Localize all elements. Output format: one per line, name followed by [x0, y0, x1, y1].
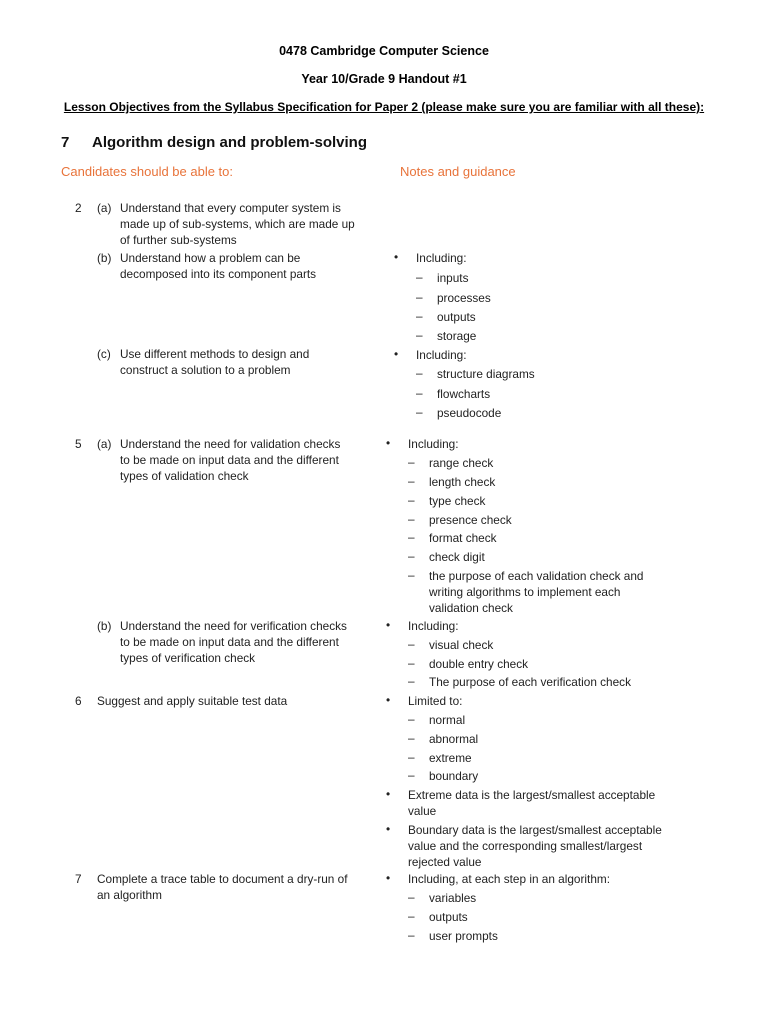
bullet: • — [386, 787, 391, 801]
note-item: abnormal — [429, 732, 479, 746]
note-item: processes — [437, 291, 491, 305]
note-item: storage — [437, 329, 477, 343]
item-number-7: 7 — [75, 872, 82, 886]
dash: – — [408, 656, 415, 670]
extreme-data-note: Extreme data is the largest/smallest acceptable value — [408, 788, 656, 818]
dash: – — [416, 405, 423, 419]
dash: – — [416, 366, 423, 380]
note-item: range check — [429, 456, 494, 470]
note-item: variables — [429, 891, 477, 905]
note-item: extreme — [429, 751, 472, 765]
item-6-notes-lead: Limited to: — [408, 694, 463, 708]
item-7-text: Complete a trace table to document a dry-run of an algorithm — [97, 872, 348, 902]
dash: – — [416, 386, 423, 400]
dash: – — [408, 674, 415, 688]
dash: – — [416, 290, 423, 304]
note-item: length check — [429, 475, 496, 489]
note-item: inputs — [437, 271, 469, 285]
dash: – — [408, 549, 415, 563]
lesson-objectives-heading: Lesson Objectives from the Syllabus Specification for Paper 2 (please make sure you are familiar with all these): — [63, 100, 705, 114]
left-column-heading: Candidates should be able to: — [61, 164, 234, 179]
item-2a-label: (a) — [97, 201, 112, 215]
dash: – — [408, 568, 415, 582]
item-2a-text: Understand that every computer system is made up of sub-systems, which are made up of further sub-systems — [120, 201, 355, 247]
item-2c-text: Use different methods to design and construct a solution to a problem — [120, 347, 310, 377]
item-5a-notes-lead: Including: — [408, 437, 459, 451]
note-item: double entry check — [429, 657, 529, 671]
note-item: format check — [429, 531, 497, 545]
handout-subtitle: Year 10/Grade 9 Handout #1 — [301, 72, 467, 86]
dash: – — [408, 750, 415, 764]
note-item: check digit — [429, 550, 485, 564]
section-number: 7 — [61, 134, 70, 151]
note-item: boundary — [429, 769, 479, 783]
item-2b-notes-lead: Including: — [416, 251, 467, 265]
item-7-notes-lead: Including, at each step in an algorithm: — [408, 872, 610, 886]
dash: – — [408, 768, 415, 782]
dash: – — [408, 712, 415, 726]
dash: – — [408, 512, 415, 526]
note-item: user prompts — [429, 929, 498, 943]
boundary-data-note: Boundary data is the largest/smallest acceptable value and the corresponding smallest/largest rejected value — [408, 823, 662, 869]
item-6-text: Suggest and apply suitable test data — [97, 694, 288, 708]
note-item: the purpose of each validation check and writing algorithms to implement each validation check — [429, 569, 644, 615]
dash: – — [408, 731, 415, 745]
bullet: • — [386, 693, 391, 707]
dash: – — [408, 455, 415, 469]
item-2c-label: (c) — [97, 347, 111, 361]
item-5a-label: (a) — [97, 437, 112, 451]
dash: – — [408, 928, 415, 942]
note-item: The purpose of each verification check — [429, 675, 631, 689]
bullet: • — [386, 618, 391, 632]
item-number-6: 6 — [75, 694, 82, 708]
bullet: • — [394, 250, 399, 264]
dash: – — [408, 530, 415, 544]
section-title: Algorithm design and problem-solving — [92, 134, 368, 151]
right-column-heading: Notes and guidance — [400, 164, 516, 179]
item-2c-notes-lead: Including: — [416, 348, 467, 362]
item-2b-label: (b) — [97, 251, 112, 265]
bullet: • — [386, 436, 391, 450]
handout-title: 0478 Cambridge Computer Science — [279, 44, 489, 58]
item-number-2: 2 — [75, 201, 82, 215]
note-item: normal — [429, 713, 466, 727]
note-item: visual check — [429, 638, 494, 652]
dash: – — [416, 270, 423, 284]
note-item: outputs — [437, 310, 476, 324]
dash: – — [408, 909, 415, 923]
dash: – — [416, 328, 423, 342]
dash: – — [408, 493, 415, 507]
dash: – — [408, 890, 415, 904]
note-item: type check — [429, 494, 486, 508]
dash: – — [416, 309, 423, 323]
note-item: flowcharts — [437, 387, 491, 401]
item-5b-notes-lead: Including: — [408, 619, 459, 633]
note-item: outputs — [429, 910, 468, 924]
item-5a-text: Understand the need for validation checks to be made on input data and the different types of validation check — [120, 437, 341, 483]
item-5b-text: Understand the need for verification checks to be made on input data and the different types of verification check — [120, 619, 347, 665]
bullet: • — [394, 347, 399, 361]
dash: – — [408, 637, 415, 651]
bullet: • — [386, 822, 391, 836]
bullet: • — [386, 871, 391, 885]
note-item: pseudocode — [437, 406, 502, 420]
item-5b-label: (b) — [97, 619, 112, 633]
item-2b-text: Understand how a problem can be decomposed into its component parts — [120, 251, 317, 281]
dash: – — [408, 474, 415, 488]
item-number-5: 5 — [75, 437, 82, 451]
note-item: structure diagrams — [437, 367, 535, 381]
note-item: presence check — [429, 513, 512, 527]
